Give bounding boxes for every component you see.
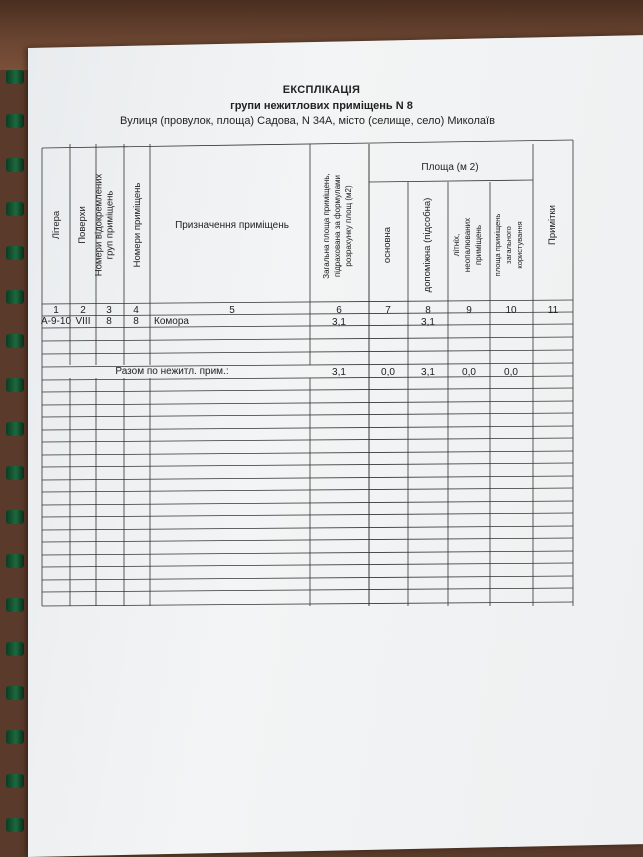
table-gridline [369, 180, 533, 182]
address-line: Вулиця (провулок, площа) Садова, N 34А, місто (селище, село) Миколаїв [120, 115, 495, 127]
header-text-line: літніх, [452, 233, 461, 257]
header-text-line: приміщень [474, 224, 483, 266]
table-gridline [42, 426, 573, 430]
table-gridline [42, 337, 573, 341]
table-gridline [42, 463, 573, 467]
table-gridline [42, 451, 573, 455]
totals-summer: 0,0 [462, 367, 476, 378]
col-number: 10 [505, 305, 517, 316]
cell-letter: А-9-10 [40, 316, 72, 327]
table-gridline [42, 501, 573, 505]
table-gridline [42, 312, 573, 316]
totals-aux: 3,1 [421, 367, 435, 378]
col-header-notes: Примітки [547, 205, 558, 245]
col-number: 1 [53, 305, 59, 316]
header-text-line: підрахована за формулами [333, 174, 342, 278]
table-gridline [42, 576, 573, 580]
col-header-summer [452, 218, 483, 272]
header-text-line: розрахунку площ (м2) [344, 185, 353, 267]
col-header-main: основна [382, 226, 393, 264]
header-text-line: груп приміщень [104, 190, 116, 260]
table-gridline [42, 438, 573, 442]
totals-row [115, 366, 518, 378]
header-text-line: Загальна площа приміщень, [322, 173, 331, 279]
cell-floor: VIII [75, 316, 91, 327]
cell-room: 8 [133, 316, 139, 327]
totals-total: 3,1 [332, 367, 346, 378]
table-gridline [42, 401, 573, 405]
table-gridline [42, 513, 573, 517]
col-number: 7 [385, 305, 391, 316]
col-number: 9 [466, 305, 472, 316]
table-gridline [42, 538, 573, 542]
totals-label: Разом по нежитл. прим.: [115, 366, 229, 377]
col-number: 2 [80, 305, 86, 316]
table-gridline [42, 476, 573, 480]
table-gridline [42, 588, 573, 592]
col-number: 11 [547, 305, 559, 316]
col-header-floors: Поверхи [77, 206, 88, 244]
table-gridline [42, 300, 573, 304]
document-subtitle: групи нежитлових приміщень N 8 [230, 100, 413, 112]
cell-group: 8 [106, 316, 112, 327]
col-number: 6 [336, 305, 342, 316]
cell-purpose: Комора [154, 316, 189, 327]
col-number: 4 [133, 305, 139, 316]
table-gridline [42, 551, 573, 555]
header-text-line: користування [515, 221, 524, 269]
table-gridline [42, 388, 573, 392]
table-gridline [42, 324, 573, 328]
cell-total: 3,1 [332, 317, 346, 328]
document-title: ЕКСПЛІКАЦІЯ [282, 84, 361, 96]
col-header-purpose: Призначення приміщень [175, 220, 289, 231]
col-header-area-group: Площа (м 2) [421, 162, 479, 173]
header-text-line: Номери відокремлених [93, 173, 105, 277]
col-header-total-area [322, 173, 353, 278]
table-gridline [42, 526, 573, 530]
totals-common: 0,0 [504, 367, 518, 378]
table-gridline [42, 413, 573, 417]
table-gridline [42, 140, 573, 148]
table-gridline [42, 602, 573, 606]
table-gridline [42, 488, 573, 492]
col-header-aux: допоміжна (підсобна) [422, 197, 433, 293]
header-text-line: неопалюваних [463, 217, 472, 273]
header-text-line: площа приміщень [493, 213, 502, 277]
col-number: 3 [106, 305, 112, 316]
table-gridline [42, 563, 573, 567]
col-header-letter: Літера [51, 210, 62, 240]
col-header-groups [94, 173, 116, 276]
header-text-line: загального [504, 226, 513, 264]
col-header-common [493, 214, 524, 277]
cell-aux: 3,1 [421, 317, 435, 328]
totals-main: 0,0 [381, 367, 395, 378]
col-number: 8 [425, 305, 431, 316]
table-gridline [42, 350, 573, 354]
col-header-rooms: Номери приміщень [132, 182, 143, 268]
col-number: 5 [229, 305, 235, 316]
